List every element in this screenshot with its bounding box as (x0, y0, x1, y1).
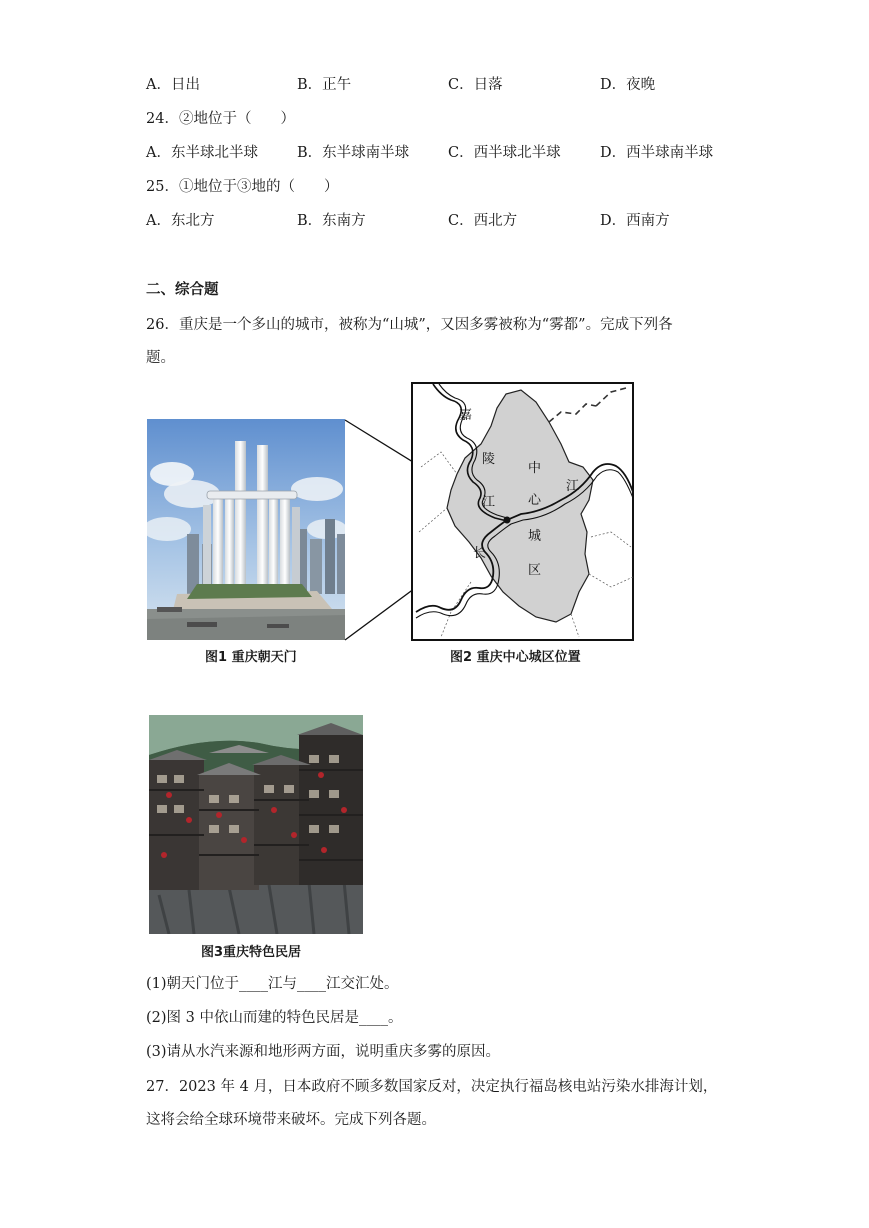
figure2-map (411, 382, 634, 641)
q26-stem-line1: 26．重庆是一个多山的城市，被称为“山城”，又因多雾被称为“雾都”。完成下列各 (146, 317, 673, 333)
q25-option-b: B．东南方 (297, 213, 366, 229)
map-label-xin: 心 (528, 493, 542, 508)
q25-option-d: D．西南方 (600, 213, 670, 229)
figure3-caption: 图3重庆特色民居 (201, 945, 302, 960)
map-label-zhong: 中 (528, 461, 542, 476)
figure1-caption: 图1 重庆朝天门 (205, 650, 297, 665)
map-label-jiang-w: 江 (482, 495, 496, 510)
map-label-qu: 区 (528, 563, 542, 578)
q23-option-c: C．日落 (448, 77, 503, 93)
q24-option-c: C．西半球北半球 (448, 145, 561, 161)
figure2-caption: 图2 重庆中心城区位置 (450, 650, 581, 665)
q25-option-c: C．西北方 (448, 213, 518, 229)
figure3-photo (149, 715, 363, 934)
q27-line2: 这将会给全球环境带来破坏。完成下列各题。 (146, 1112, 436, 1128)
q25-option-a: A．东北方 (146, 213, 215, 229)
q27-line1: 27．2023 年 4 月，日本政府不顾多数国家反对，决定执行福岛核电站污染水排海计划， (146, 1079, 718, 1095)
q24-option-b: B．东半球南半球 (297, 145, 410, 161)
q26-sub1: (1)朝天门位于____江与____江交汇处。 (146, 976, 399, 992)
q25-stem: 25．①地位于③地的（ ） (146, 179, 339, 195)
q23-option-b: B．正午 (297, 77, 352, 93)
map-label-jiang-e: 江 (566, 479, 580, 494)
q24-option-d: D．西半球南半球 (600, 145, 714, 161)
map-label-cheng: 城 (528, 529, 542, 544)
q26-sub3: (3)请从水汽来源和地形两方面，说明重庆多雾的原因。 (146, 1044, 501, 1060)
section-heading: 二、综合题 (146, 282, 219, 298)
map-label-ling: 陵 (482, 452, 496, 467)
q23-option-d: D．夜晚 (600, 77, 656, 93)
map-label-chang: 长 (473, 546, 487, 561)
q23-option-a: A．日出 (146, 77, 200, 93)
q26-sub2: (2)图 3 中依山而建的特色民居是____。 (146, 1010, 403, 1026)
map-label-jia: 嘉 (459, 408, 473, 423)
q24-option-a: A．东半球北半球 (146, 145, 258, 161)
q24-stem: 24．②地位于（ ） (146, 111, 295, 127)
q26-stem-line2: 题。 (146, 350, 175, 366)
